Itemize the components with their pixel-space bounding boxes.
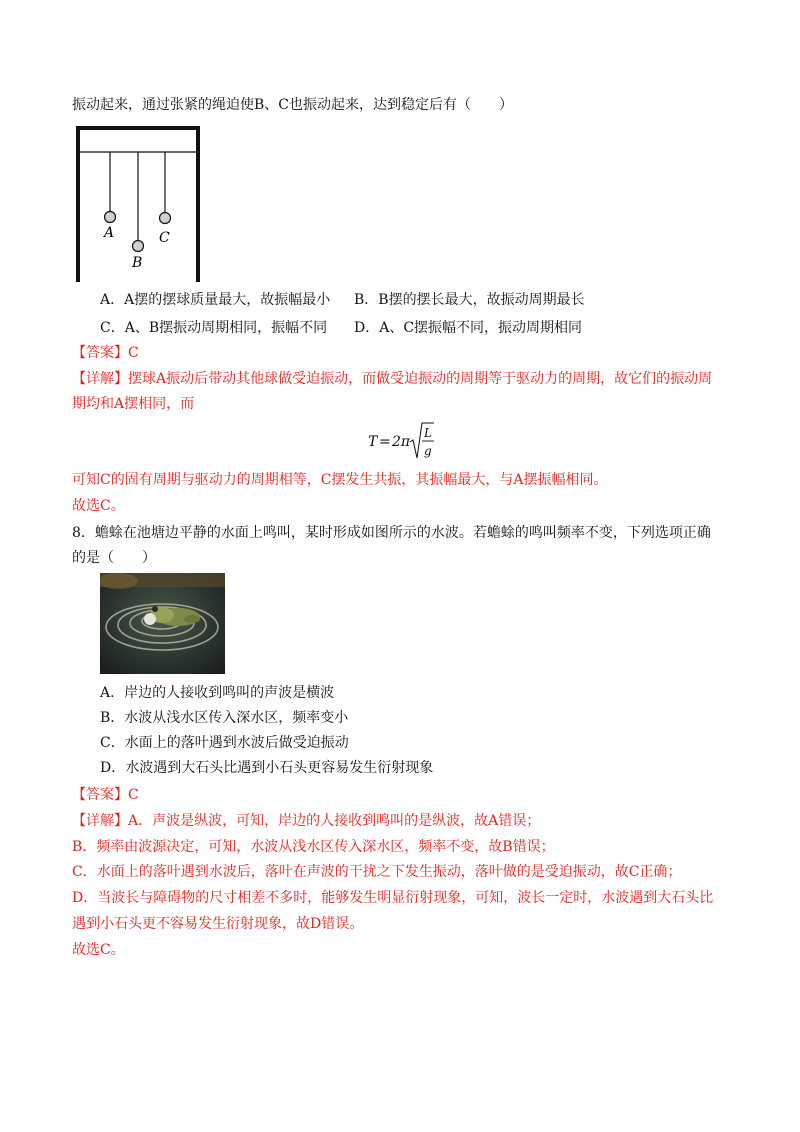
label-a: A [104,225,115,241]
frog-in-pond-photo [100,573,225,674]
ball-c [160,213,171,224]
pendulum-figure [70,124,210,286]
answer-value: C [128,345,139,361]
label-c: C [159,230,170,246]
answer-value: C [128,787,139,803]
q7-option-a: A．A摆的摆球质量最大，故振幅最小 [100,292,331,308]
formula-numerator: L [424,426,432,440]
detail-text: A．声波是纵波，可知，岸边的人接收到鸣叫的是纵波，故A错误； [128,813,541,829]
q8-detail-c: C．水面上的落叶遇到水波后，落叶在声波的干扰之下发生振动，落叶做的是受迫振动，故C正确； [72,864,682,880]
ball-a [105,212,116,223]
q8-option-c: C．水面上的落叶遇到水波后做受迫振动 [100,735,349,751]
q8-conclusion: 故选C。 [72,942,125,958]
q8-option-d: D．水波遇到大石头比遇到小石头更容易发生衍射现象 [100,760,434,776]
formula-denominator: g [424,444,432,458]
period-formula [366,420,436,464]
q8-option-b: B．水波从浅水区传入深水区，频率变小 [100,710,349,726]
formula-coef: 2π [392,434,411,450]
q7-stem-tail: 振动起来，通过张紧的绳迫使B、C也振动起来，达到稳定后有（ ） [72,97,513,113]
detail-tag: 【详解】 [72,371,128,387]
q8-detail-a [72,811,540,831]
answer-tag: 【答案】 [72,345,128,361]
q8-detail-d1: D．当波长与障碍物的尺寸相差不多时，能够发生明显衍射现象，可知，波长一定时，水波遇到大石头比 [72,890,714,906]
q8-detail-b: B．频率由波源决定，可知，水波从浅水区传入深水区，频率不变，故B错误； [72,839,555,855]
q8-detail-d2: 遇到小石头更不容易发生衍射现象，故D错误。 [72,916,364,932]
q7-detail-line1 [72,369,712,389]
label-b: B [132,255,143,271]
detail-text: 摆球A振动后带动其他球做受迫振动，而做受迫振动的周期等于驱动力的周期，故它们的振动周 [128,371,713,387]
q7-conclusion: 故选C。 [72,498,125,514]
q7-option-c: C．A、B摆振动周期相同，振幅不同 [100,320,328,336]
q7-option-d: D．A、C摆振幅不同，振动周期相同 [354,320,583,336]
q8-stem-line1: 8．蟾蜍在池塘边平静的水面上鸣叫，某时形成如图所示的水波。若蟾蜍的鸣叫频率不变，下列选项正确 [72,525,711,541]
q8-stem-line2: 的是（ ） [72,550,156,566]
q7-answer [72,343,139,363]
formula-eq: = [379,434,391,450]
q8-option-a: A．岸边的人接收到鸣叫的声波是横波 [100,685,335,701]
q8-answer [72,785,139,805]
frame-left-post [76,126,80,282]
formula-lhs: T [368,434,378,450]
frame-right-post [196,126,200,282]
q7-detail-line3: 可知C的固有周期与驱动力的周期相等，C摆发生共振，其振幅最大，与A摆振幅相同。 [72,472,608,488]
q7-detail-line2: 期均和A摆相同，而 [72,396,195,412]
q7-option-b: B．B摆的摆长最大，故振动周期最长 [354,292,585,308]
answer-tag: 【答案】 [72,787,128,803]
ball-b [133,241,144,252]
frame-top-bar [76,126,200,130]
detail-tag: 【详解】 [72,813,128,829]
